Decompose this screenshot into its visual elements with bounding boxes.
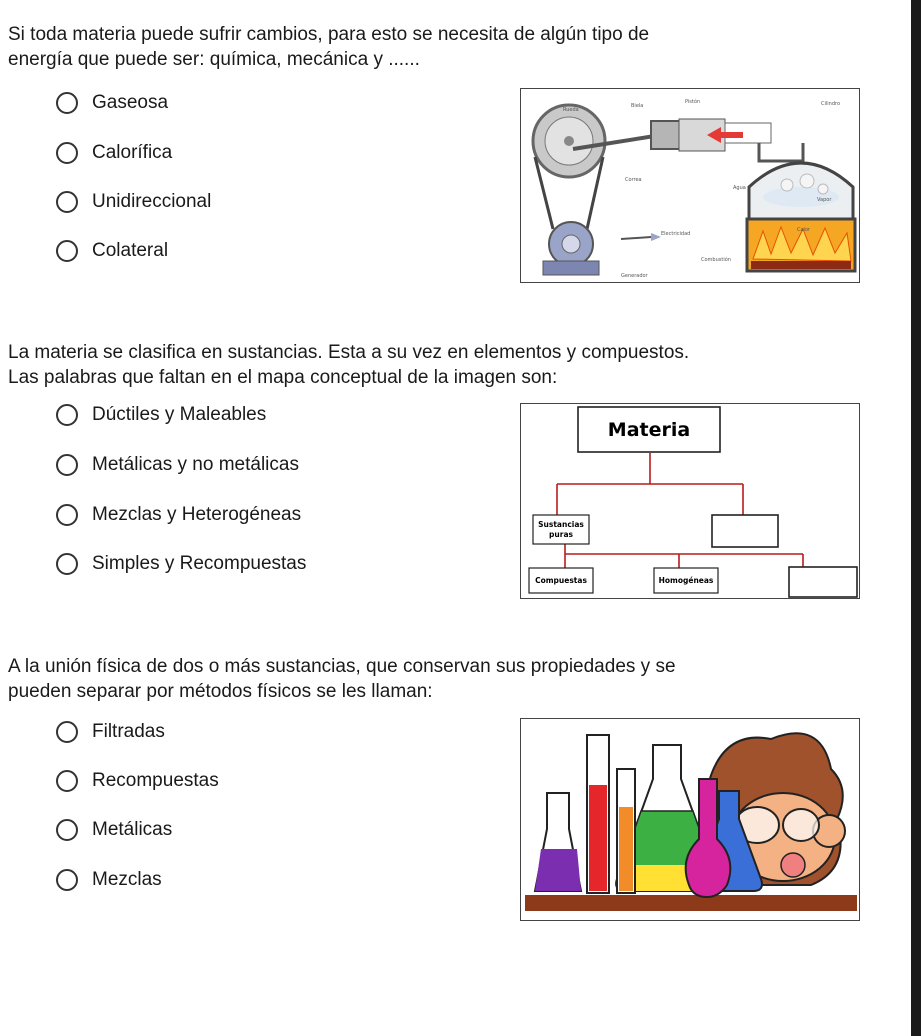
- svg-text:Electricidad: Electricidad: [661, 231, 691, 237]
- shelf-icon: [525, 895, 857, 911]
- svg-text:Correa: Correa: [625, 177, 642, 183]
- question-1-text: [8, 22, 868, 72]
- svg-text:Pistón: Pistón: [685, 99, 701, 105]
- radio-button[interactable]: [56, 869, 78, 891]
- svg-text:Biela: Biela: [631, 103, 644, 109]
- radio-button[interactable]: [56, 721, 78, 743]
- q3-option-recompuestas[interactable]: [56, 767, 219, 795]
- concept-box-empty-bottom: [789, 567, 857, 597]
- radio-button[interactable]: [56, 770, 78, 792]
- concept-left-grandchild-label: Compuestas: [535, 576, 587, 585]
- option-label: Gaseosa: [92, 92, 169, 113]
- concept-left-child-line-1: Sustancias: [538, 520, 584, 529]
- svg-text:Combustión: Combustión: [701, 257, 731, 263]
- concept-right-grandchild-label: Homogéneas: [658, 576, 714, 585]
- q3-option-filtradas[interactable]: [56, 718, 165, 746]
- option-label: Mezclas: [92, 869, 162, 890]
- concept-map-image: [520, 403, 860, 599]
- steam-engine-image: [520, 88, 860, 283]
- radio-button[interactable]: [56, 240, 78, 262]
- q2-option-simples-recompuestas[interactable]: [56, 550, 306, 578]
- right-edge-bar: [911, 0, 921, 1036]
- q3-option-metalicas[interactable]: [56, 816, 172, 844]
- svg-text:Rueda: Rueda: [563, 107, 579, 113]
- option-label: Dúctiles y Maleables: [92, 404, 267, 425]
- red-test-tube-icon: [589, 785, 607, 891]
- svg-text:Generador: Generador: [621, 273, 648, 279]
- concept-map-connectors: [557, 453, 803, 568]
- q2-option-mezclas-heterogeneas[interactable]: [56, 501, 301, 529]
- concept-root-label: Materia: [607, 419, 691, 441]
- svg-text:Vapor: Vapor: [817, 197, 832, 203]
- option-label: Simples y Recompuestas: [92, 553, 307, 574]
- radio-button[interactable]: [56, 454, 78, 476]
- orange-test-tube-icon: [619, 807, 633, 891]
- question-1-line-1: Si toda materia puede sufrir cambios, para esto se necesita de algún tipo de: [8, 24, 650, 45]
- radio-button[interactable]: [56, 504, 78, 526]
- question-3-line-2: pueden separar por métodos físicos se les llaman:: [8, 681, 433, 702]
- question-2-text: [8, 340, 868, 390]
- radio-button[interactable]: [56, 142, 78, 164]
- option-label: Recompuestas: [92, 770, 219, 791]
- option-label: Metálicas y no metálicas: [92, 454, 299, 475]
- radio-button[interactable]: [56, 553, 78, 575]
- concept-box-empty-right: [712, 515, 778, 547]
- concept-left-child-line-2: puras: [549, 530, 573, 539]
- svg-text:Agua: Agua: [733, 185, 746, 191]
- q1-option-gaseosa[interactable]: [56, 89, 168, 117]
- option-label: Unidireccional: [92, 191, 212, 212]
- option-label: Colateral: [92, 240, 169, 261]
- question-3-line-1: A la unión física de dos o más sustancias, que conservan sus propiedades y se: [8, 656, 676, 677]
- option-label: Calorífica: [92, 142, 173, 163]
- radio-button[interactable]: [56, 819, 78, 841]
- radio-button[interactable]: [56, 92, 78, 114]
- purple-beaker-icon: [535, 849, 581, 891]
- q2-option-ductiles-maleables[interactable]: [56, 401, 266, 429]
- question-3-text: [8, 654, 868, 704]
- option-label: Mezclas y Heterogéneas: [92, 504, 302, 525]
- chemistry-lab-image: [520, 718, 860, 921]
- svg-text:Calor: Calor: [797, 227, 811, 233]
- question-1-line-2: energía que puede ser: química, mecánica y ......: [8, 49, 420, 70]
- radio-button[interactable]: [56, 404, 78, 426]
- question-2-line-2: Las palabras que faltan en el mapa conceptual de la imagen son:: [8, 367, 558, 388]
- q1-option-colateral[interactable]: [56, 237, 168, 265]
- q1-option-unidireccional[interactable]: [56, 188, 211, 216]
- svg-text:Cilindro: Cilindro: [821, 101, 841, 107]
- option-label: Metálicas: [92, 819, 173, 840]
- radio-button[interactable]: [56, 191, 78, 213]
- question-2-line-1: La materia se clasifica en sustancias. Esta a su vez en elementos y compuestos.: [8, 342, 690, 363]
- q1-option-calorifica[interactable]: [56, 139, 172, 167]
- q3-option-mezclas[interactable]: [56, 866, 162, 894]
- option-label: Filtradas: [92, 721, 165, 742]
- q2-option-metalicas-no-metalicas[interactable]: [56, 451, 299, 479]
